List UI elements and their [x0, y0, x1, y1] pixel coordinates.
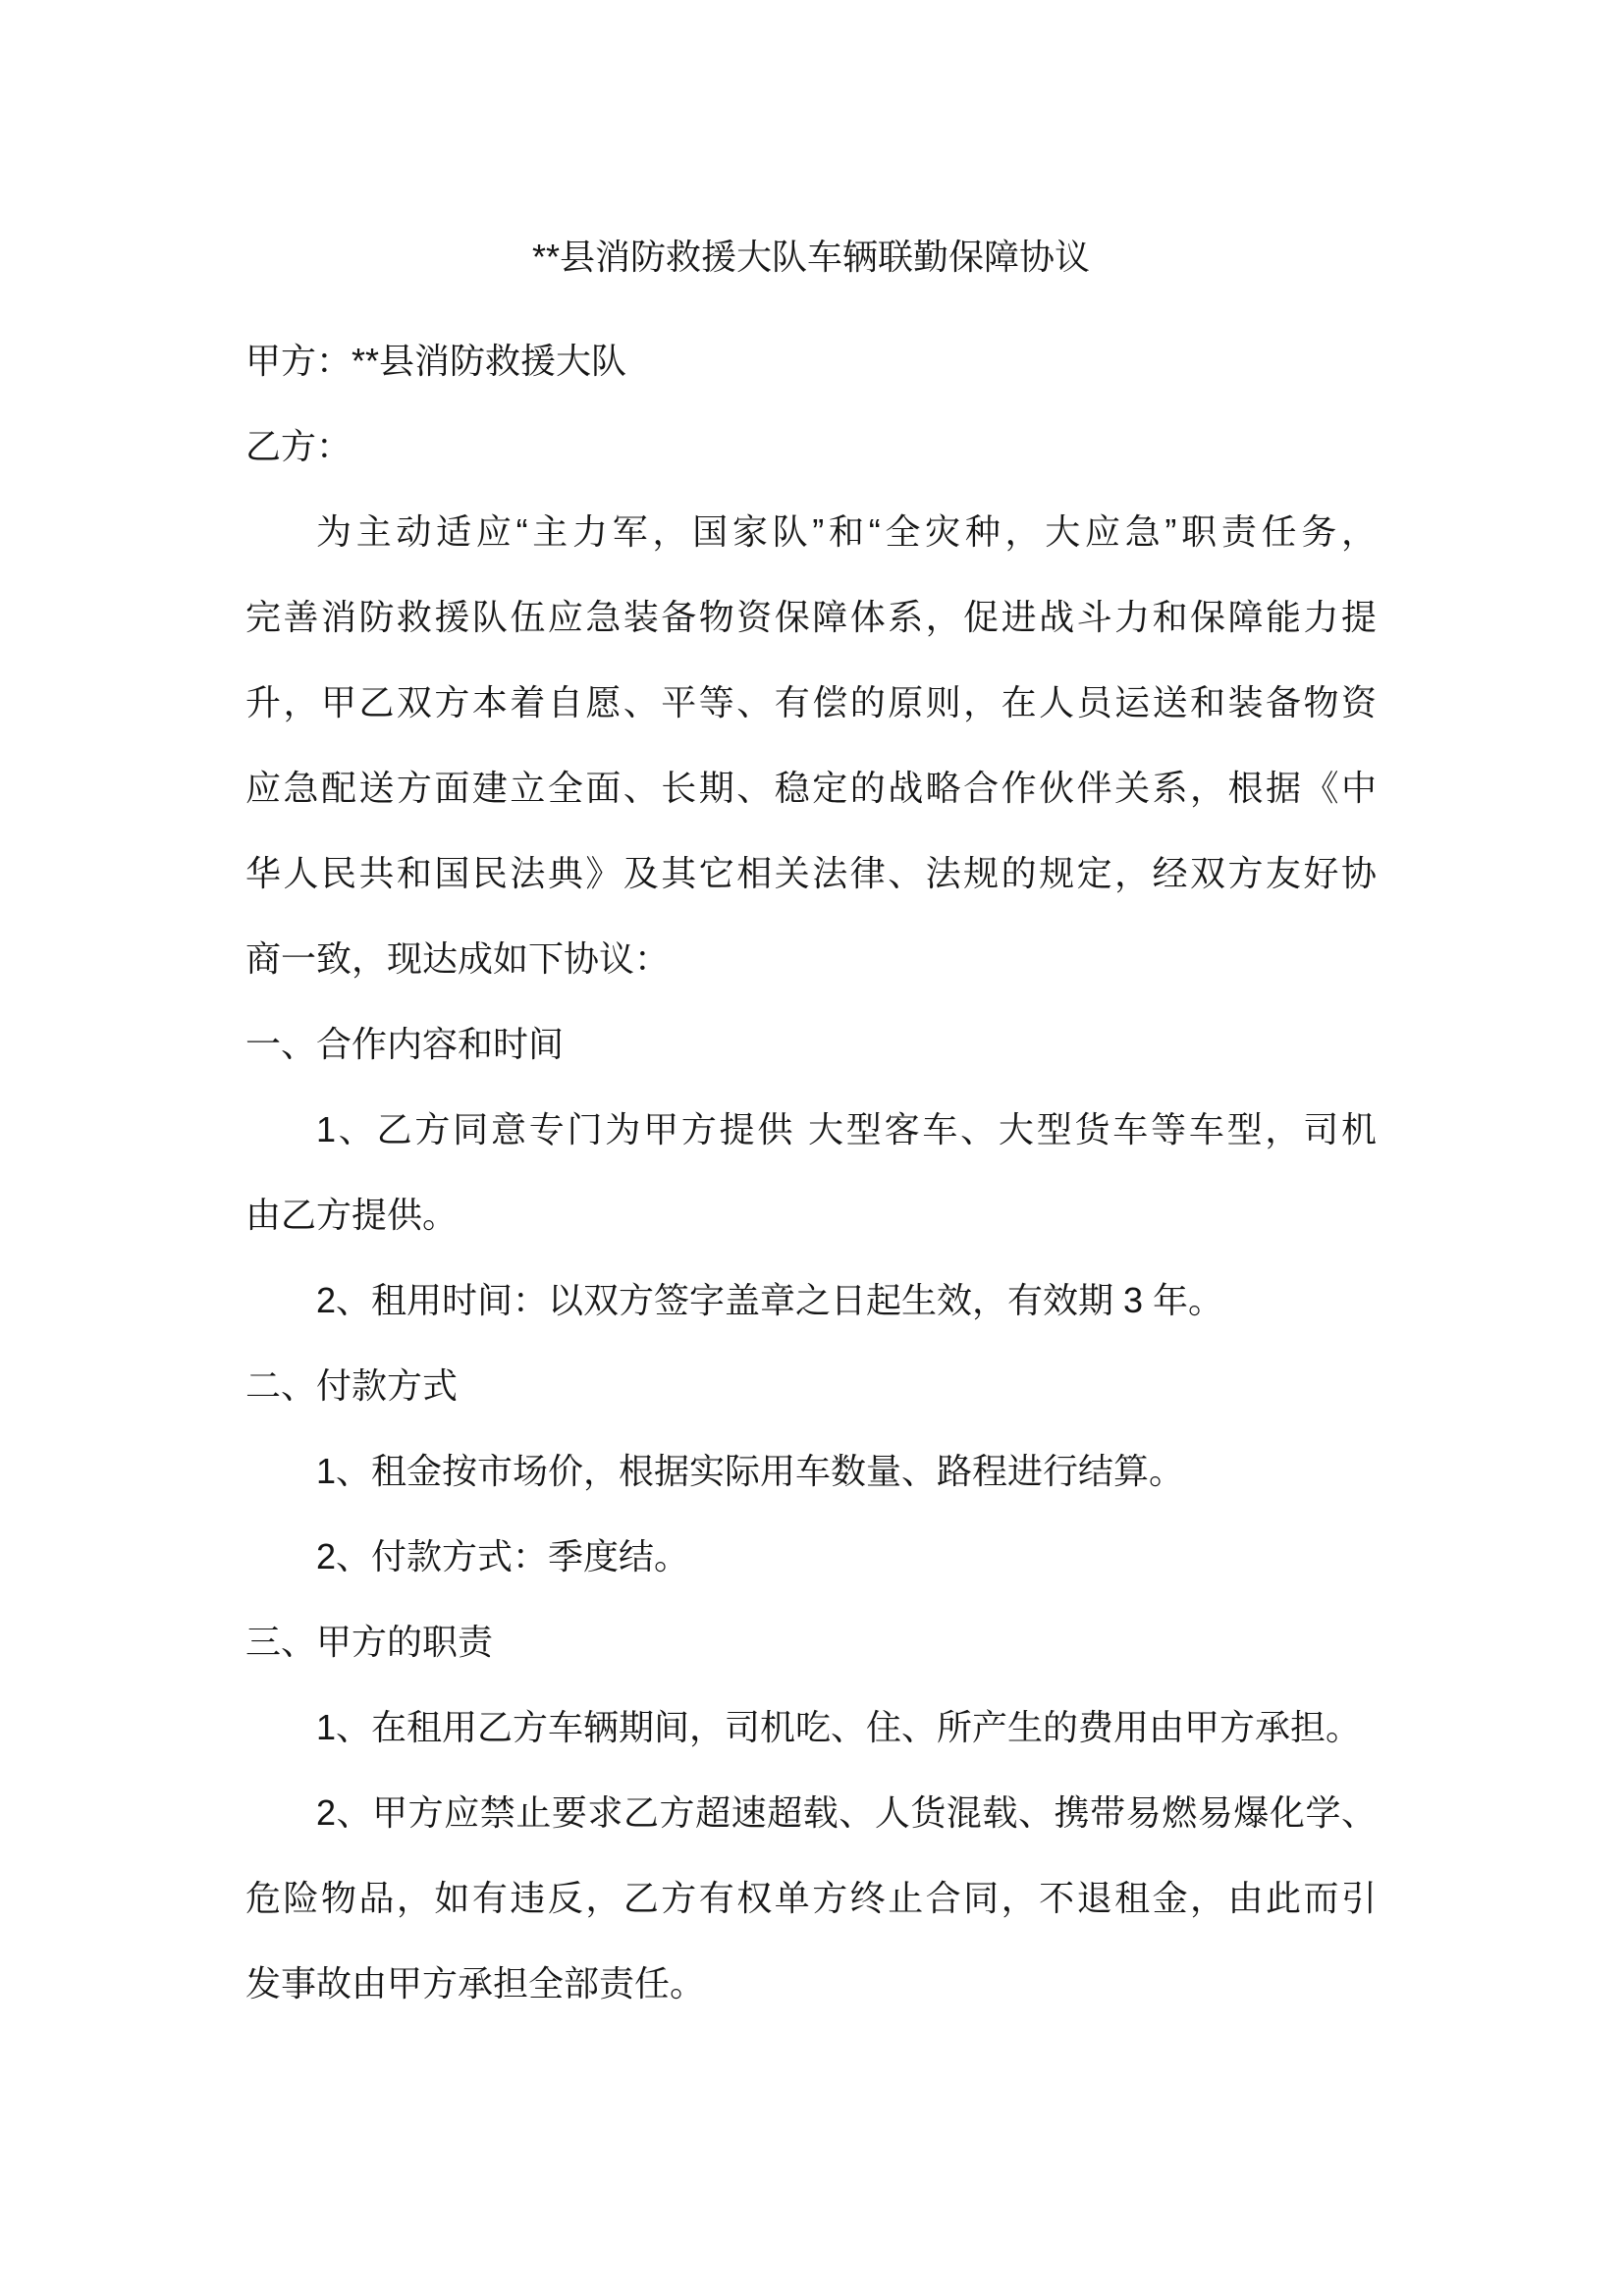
preamble-line-1: 为主动适应“主力军，国家队”和“全灾种，大应急”职责任务， [316, 511, 1377, 552]
preamble-line-5: 华人民共和国民法典》及其它相关法律、法规的规定，经双方友好协 [245, 853, 1377, 893]
section-3-line-2: 2、甲方应禁止要求乙方超速超载、人货混载、携带易燃易爆化学、 [316, 1792, 1377, 1833]
section-3-line-3: 危险物品，如有违反，乙方有权单方终止合同，不退租金，由此而引 [245, 1878, 1377, 1918]
preamble-line-6: 商一致，现达成如下协议： [245, 938, 671, 979]
section-1-heading: 一、合作内容和时间 [245, 1024, 565, 1064]
section-3-line-1: 1、在租用乙方车辆期间，司机吃、住、所产生的费用由甲方承担。 [316, 1707, 1362, 1747]
section-1-line-2: 由乙方提供。 [245, 1195, 459, 1235]
section-2-line-2: 2、付款方式：季度结。 [316, 1536, 690, 1576]
document-title: **县消防救援大队车辆联勤保障协议 [531, 237, 1091, 277]
section-1-line-3: 2、租用时间：以双方签字盖章之日起生效，有效期 3 年。 [316, 1280, 1224, 1320]
preamble-line-3: 升，甲乙双方本着自愿、平等、有偿的原则，在人员运送和装备物资 [245, 682, 1377, 722]
preamble-line-4: 应急配送方面建立全面、长期、稳定的战略合作伙伴关系，根据《中 [245, 768, 1377, 808]
party-b-line: 乙方： [245, 426, 352, 466]
section-1-line-1: 1、乙方同意专门为甲方提供 大型客车、大型货车等车型，司机 [316, 1109, 1377, 1149]
section-2-line-1: 1、租金按市场价，根据实际用车数量、路程进行结算。 [316, 1451, 1185, 1491]
party-a-line: 甲方：**县消防救援大队 [245, 341, 627, 381]
section-2-heading: 二、付款方式 [245, 1365, 459, 1406]
preamble-line-2: 完善消防救援队伍应急装备物资保障体系，促进战斗力和保障能力提 [245, 597, 1377, 637]
section-3-line-4: 发事故由甲方承担全部责任。 [245, 1963, 706, 2003]
section-3-heading: 三、甲方的职责 [245, 1622, 494, 1662]
